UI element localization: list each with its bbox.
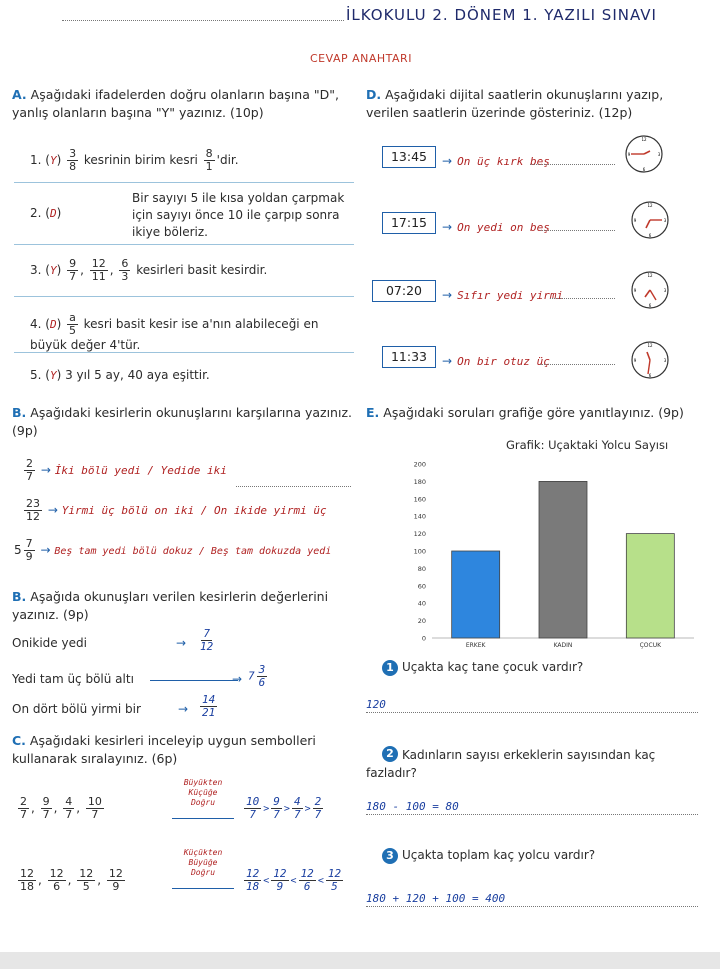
- answer-line: [236, 486, 351, 487]
- value-answer-3[interactable]: $\frac{14}{21}$: [202, 693, 216, 719]
- section-e-instruction: [366, 404, 706, 422]
- c-row-1-fractions: $\frac{2}{7}$ , $\frac{9}{7}$ , $\frac{4}{7}$ , $\frac{10}{7}$: [20, 795, 102, 821]
- long-arrow: [150, 680, 238, 681]
- svg-text:9: 9: [633, 358, 637, 363]
- a-item-2-num: 2. (D): [30, 206, 62, 220]
- question-2-text: Kadınların sayısı erkeklerin sayısından kaç fazladır?: [366, 748, 656, 780]
- a-item-3: 3. (Y) $\frac{9}{7}$ , $\frac{12}{11}$ , $\frac{6}{3}$ kesirleri basit kesirdir.: [30, 257, 268, 283]
- clock-answer-1[interactable]: On üç kırk beş: [457, 155, 550, 168]
- section-d-instruction: [366, 86, 706, 122]
- b2-row-3-text: On dört bölü yirmi bir: [12, 702, 141, 716]
- answer-2[interactable]: D: [49, 207, 57, 220]
- clock-answer-row-4: [442, 350, 550, 369]
- section-a-instruction: [12, 86, 352, 122]
- answer-line: [366, 814, 698, 815]
- answer-key-subtitle: CEVAP ANAHTARI: [310, 52, 412, 65]
- fraction: $\frac{3}{8}$: [69, 147, 77, 173]
- arrow-icon: →: [47, 503, 58, 517]
- question-3-answer[interactable]: 180 + 120 + 100 = 400: [366, 892, 506, 905]
- c-row-2-label: Küçükten Büyüğe Doğru: [183, 848, 223, 877]
- clock-answer-row-2: [442, 216, 550, 235]
- answer-4[interactable]: D: [49, 318, 57, 331]
- y-tick-label: 0: [421, 634, 426, 643]
- section-b2-instruction: [12, 588, 357, 624]
- value-answer-2[interactable]: 7 $\frac{3}{6}$: [248, 663, 266, 689]
- whole-number: 5: [14, 543, 22, 557]
- x-category-label: KADIN: [553, 642, 573, 649]
- svg-text:12: 12: [641, 137, 647, 142]
- svg-text:12: 12: [647, 203, 653, 208]
- name-blank-line[interactable]: [62, 20, 344, 21]
- section-b2-text: Aşağıda okunuşları verilen kesirlerin değerlerini yazınız. (9p): [12, 589, 329, 622]
- divider: [14, 296, 354, 297]
- section-b1-letter: B.: [12, 405, 27, 420]
- digital-clock-4: 11:33: [382, 346, 436, 368]
- section-c-instruction: [12, 732, 357, 768]
- b1-row-1: $\frac{2}{7}$ → İki bölü yedi / Yedide iki: [26, 457, 227, 483]
- answer-line: [550, 298, 615, 299]
- y-tick-label: 20: [417, 617, 426, 626]
- answer-5[interactable]: Y: [49, 369, 57, 382]
- arrow-icon: →: [178, 702, 189, 716]
- reading-answer-1[interactable]: İki bölü yedi / Yedide iki: [54, 464, 227, 477]
- svg-text:12: 12: [647, 273, 653, 278]
- bar-kadin: [539, 481, 587, 638]
- section-b1-text: Aşağıdaki kesirlerin okunuşlarını karşılarına yazınız. (9p): [12, 405, 352, 438]
- section-a-text: Aşağıdaki ifadelerden doğru olanların başına "D", yanlış olanların başına "Y" yazınız. (10p): [12, 87, 339, 120]
- clock-answer-2[interactable]: On yedi on beş: [457, 221, 550, 234]
- arrow-icon: →: [232, 672, 243, 686]
- arrow-icon: →: [442, 154, 453, 168]
- digital-clock-3: 07:20: [372, 280, 436, 302]
- arrow-icon: →: [40, 463, 51, 477]
- section-e-letter: E.: [366, 405, 380, 420]
- y-tick-label: 40: [417, 599, 426, 608]
- x-category-label: ERKEK: [465, 642, 486, 649]
- svg-text:9: 9: [627, 152, 631, 157]
- clock-answer-row-1: [442, 150, 550, 169]
- svg-text:3: 3: [663, 218, 667, 223]
- analog-clock-4[interactable]: [630, 340, 670, 380]
- bottom-strip: [0, 952, 720, 969]
- item-text-suffix: 'dir.: [216, 153, 239, 167]
- digital-clock-1: 13:45: [382, 146, 436, 168]
- section-c-letter: C.: [12, 733, 26, 748]
- c-row-1-answer[interactable]: $\frac{10}{7}$ > $\frac{9}{7}$ > $\frac{4}{7}$ > $\frac{2}{7}$: [246, 795, 322, 821]
- b2-row-1-text: Onikide yedi: [12, 636, 87, 650]
- svg-text:12: 12: [647, 343, 653, 348]
- answer-line: [366, 712, 698, 713]
- question-2-answer[interactable]: 180 - 100 = 80: [366, 800, 459, 813]
- analog-clock-1[interactable]: [624, 134, 664, 174]
- answer-1[interactable]: Y: [49, 154, 57, 167]
- section-d-text: Aşağıdaki dijital saatlerin okunuşlarını yazıp, verilen saatlerin üzerinde gösteriniz. (12p): [366, 87, 664, 120]
- a-item-4: 4. (D) $\frac{a}{5}$ kesri basit kesir ise a'nın alabileceği en büyük değer 4'tür.: [30, 311, 319, 352]
- b1-row-2: $\frac{23}{12}$ → Yirmi üç bölü on iki / On ikide yirmi üç: [26, 497, 327, 523]
- answer-line: [540, 364, 615, 365]
- y-tick-label: 80: [417, 564, 426, 573]
- section-d-letter: D.: [366, 87, 382, 102]
- y-tick-label: 140: [413, 512, 426, 521]
- digital-clock-2: 17:15: [382, 212, 436, 234]
- arrow-icon: →: [40, 543, 51, 557]
- y-tick-label: 200: [413, 460, 426, 469]
- svg-text:3: 3: [657, 152, 661, 157]
- svg-text:6: 6: [642, 167, 646, 172]
- a-item-2-text: Bir sayıyı 5 ile kısa yoldan çarpmak için sayıyı önce 10 ile çarpıp sonra ikiye böleriz.: [132, 191, 345, 239]
- svg-text:6: 6: [648, 233, 652, 238]
- item-text: kesri basit kesir ise a'nın alabileceği en büyük değer 4'tür.: [30, 317, 319, 352]
- item-text: kesirleri basit kesirdir.: [136, 263, 268, 277]
- analog-clock-3[interactable]: [630, 270, 670, 310]
- question-2-badge: 2: [382, 746, 398, 762]
- svg-text:3: 3: [663, 288, 667, 293]
- clock-answer-3[interactable]: Sıfır yedi yirmi: [457, 289, 564, 302]
- a-item-5: 5. (Y) 3 yıl 5 ay, 40 aya eşittir.: [30, 368, 210, 382]
- bar-çocuk: [626, 534, 674, 638]
- y-tick-label: 100: [413, 547, 426, 556]
- divider: [14, 182, 354, 183]
- long-arrow: [172, 888, 234, 889]
- reading-answer-3[interactable]: Beş tam yedi bölü dokuz / Beş tam dokuzda yedi: [54, 546, 332, 557]
- long-arrow: [172, 818, 234, 819]
- exam-title: İLKOKULU 2. DÖNEM 1. YAZILI SINAVI: [346, 6, 657, 24]
- item-text: 3 yıl 5 ay, 40 aya eşittir.: [65, 368, 210, 382]
- question-3-text: Uçakta toplam kaç yolcu vardır?: [402, 848, 596, 862]
- answer-line: [540, 230, 615, 231]
- question-1-badge: 1: [382, 660, 398, 676]
- svg-text:6: 6: [648, 373, 652, 378]
- svg-text:9: 9: [633, 218, 637, 223]
- divider: [14, 244, 354, 245]
- y-tick-label: 60: [417, 582, 426, 591]
- analog-clock-2[interactable]: [630, 200, 670, 240]
- c-row-1-label: Büyükten Küçüğe Doğru: [183, 778, 223, 807]
- x-category-label: ÇOCUK: [639, 642, 662, 649]
- y-tick-label: 120: [413, 530, 426, 539]
- question-3-badge: 3: [382, 848, 398, 864]
- arrow-icon: →: [442, 354, 453, 368]
- b2-row-2-text: Yedi tam üç bölü altı: [12, 672, 134, 686]
- arrow-icon: →: [442, 220, 453, 234]
- section-c-text: Aşağıdaki kesirleri inceleyip uygun sembolleri kullanarak sıralayınız. (6p): [12, 733, 316, 766]
- c-row-2-fractions: $\frac{12}{18}$ , $\frac{12}{6}$ , $\frac{12}{5}$ , $\frac{12}{9}$: [20, 867, 123, 893]
- question-1-answer[interactable]: 120: [366, 698, 386, 711]
- question-1-text: Uçakta kaç tane çocuk vardır?: [402, 660, 584, 674]
- section-b1-instruction: [12, 404, 357, 440]
- fraction: $\frac{8}{1}$: [205, 147, 213, 173]
- answer-line: [530, 164, 615, 165]
- bar-erkek: [452, 551, 500, 638]
- divider: [14, 352, 354, 353]
- bar-chart: [400, 456, 700, 656]
- section-b2-letter: B.: [12, 589, 27, 604]
- clock-answer-4[interactable]: On bir otuz üç: [457, 355, 550, 368]
- arrow-icon: →: [176, 636, 187, 650]
- clock-answer-row-3: [442, 284, 563, 303]
- chart-title: Grafik: Uçaktaki Yolcu Sayısı: [506, 438, 669, 452]
- y-tick-label: 160: [413, 495, 426, 504]
- reading-answer-2[interactable]: Yirmi üç bölü on iki / On ikide yirmi üç: [61, 504, 327, 517]
- a-item-1: 1. (Y) $\frac{3}{8}$ kesrinin birim kesri $\frac{8}{1}$ 'dir.: [30, 147, 239, 173]
- item-text: kesrinin birim kesri: [83, 153, 198, 167]
- c-row-2-answer[interactable]: $\frac{12}{18}$ < $\frac{12}{9}$ < $\frac{12}{6}$ < $\frac{12}{5}$: [246, 867, 342, 893]
- answer-3[interactable]: Y: [49, 264, 57, 277]
- answer-line: [366, 906, 698, 907]
- svg-text:3: 3: [663, 358, 667, 363]
- svg-text:9: 9: [633, 288, 637, 293]
- arrow-icon: →: [442, 288, 453, 302]
- section-e-text: Aşağıdaki soruları grafiğe göre yanıtlayınız. (9p): [383, 405, 684, 420]
- section-a-letter: A.: [12, 87, 27, 102]
- value-answer-1[interactable]: $\frac{7}{12}$: [200, 627, 214, 653]
- y-tick-label: 180: [413, 477, 426, 486]
- svg-text:6: 6: [648, 303, 652, 308]
- item-number: 1.: [30, 153, 42, 167]
- b1-row-3: 5 $\frac{7}{9}$ → Beş tam yedi bölü dokuz / Beş tam dokuzda yedi: [14, 537, 332, 563]
